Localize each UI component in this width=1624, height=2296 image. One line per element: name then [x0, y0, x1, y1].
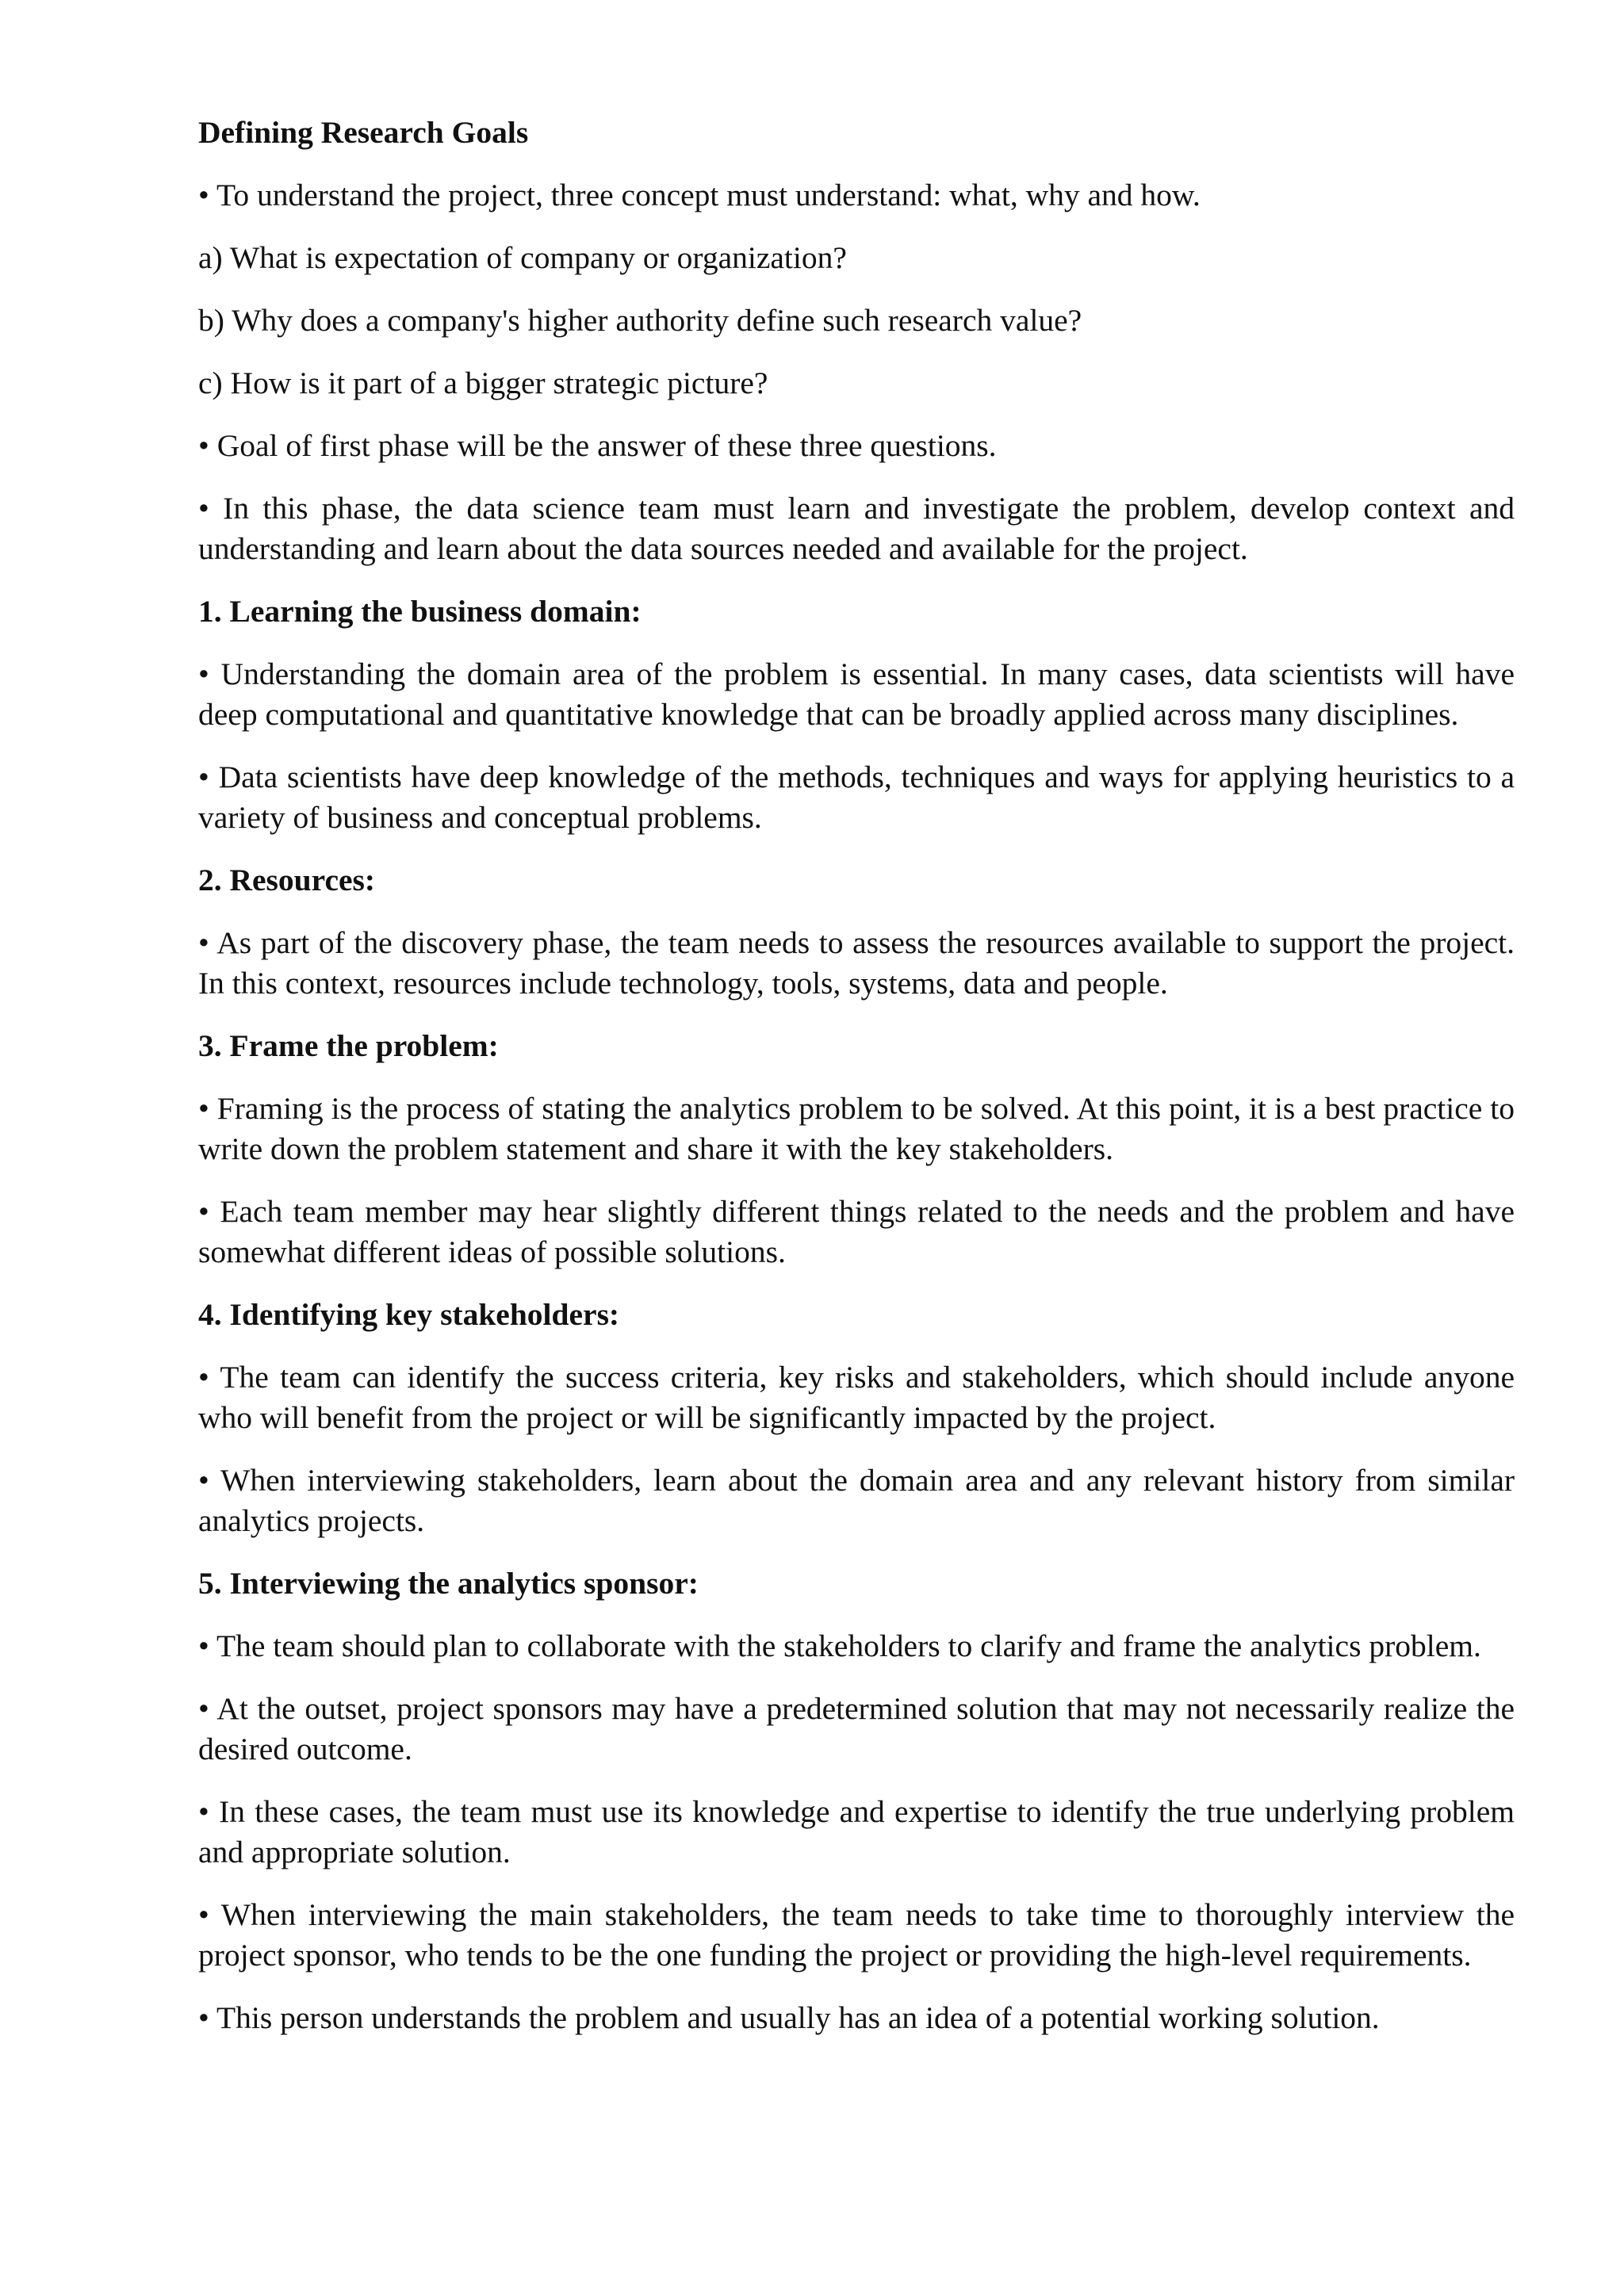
- intro-bullet-goal: • Goal of first phase will be the answer of these three questions.: [198, 428, 997, 463]
- intro-bullet-concepts: • To understand the project, three concept must understand: what, why and how.: [198, 178, 1201, 212]
- section-paragraph: • Data scientists have deep knowledge of the methods, techniques and ways for applying heuristics to a variety of business and conceptual problems.: [198, 760, 1515, 835]
- section-paragraph: • Understanding the domain area of the problem is essential. In many cases, data scientists will have deep computational and quantitative knowledge that can be broadly applied across many disciplines.: [198, 656, 1515, 732]
- section-heading-stakeholders: 4. Identifying key stakeholders:: [198, 1297, 620, 1332]
- document-body: [198, 113, 1515, 2038]
- section-heading-frame-problem: 3. Frame the problem:: [198, 1028, 499, 1063]
- section-paragraph: • Each team member may hear slightly different things related to the needs and the problem and have somewhat different ideas of possible solutions.: [198, 1194, 1515, 1269]
- section-paragraph: • When interviewing stakeholders, learn about the domain area and any relevant history from similar analytics projects.: [198, 1463, 1515, 1538]
- section-heading-business-domain: 1. Learning the business domain:: [198, 594, 642, 629]
- intro-question-why: b) Why does a company's higher authority define such research value?: [198, 303, 1082, 338]
- section-paragraph: • In these cases, the team must use its knowledge and expertise to identify the true underlying problem and appropriate solution.: [198, 1794, 1515, 1869]
- section-paragraph: • When interviewing the main stakeholders, the team needs to take time to thoroughly interview the project sponsor, who tends to be the one funding the project or providing the high-level requirements.: [198, 1897, 1515, 1973]
- section-heading-analytics-sponsor: 5. Interviewing the analytics sponsor:: [198, 1566, 699, 1601]
- intro-bullet-phase: • In this phase, the data science team must learn and investigate the problem, develop context and understanding and learn about the data sources needed and available for the project.: [198, 491, 1515, 566]
- section-paragraph: • At the outset, project sponsors may have a predetermined solution that may not necessarily realize the desired outcome.: [198, 1691, 1515, 1766]
- section-paragraph: • This person understands the problem and usually has an idea of a potential working solution.: [198, 2000, 1380, 2035]
- document-title: Defining Research Goals: [198, 115, 529, 150]
- section-heading-resources: 2. Resources:: [198, 863, 376, 897]
- section-paragraph: • Framing is the process of stating the analytics problem to be solved. At this point, it is a best practice to write down the problem statement and share it with the key stakeholders.: [198, 1091, 1515, 1166]
- section-paragraph: • The team should plan to collaborate with the stakeholders to clarify and frame the analytics problem.: [198, 1628, 1481, 1663]
- section-paragraph: • As part of the discovery phase, the team needs to assess the resources available to support the project. In this context, resources include technology, tools, systems, data and people.: [198, 925, 1515, 1001]
- intro-question-how: c) How is it part of a bigger strategic picture?: [198, 365, 768, 400]
- section-paragraph: • The team can identify the success criteria, key risks and stakeholders, which should include anyone who will benefit from the project or will be significantly impacted by the project.: [198, 1360, 1515, 1435]
- intro-question-what: a) What is expectation of company or organization?: [198, 240, 847, 275]
